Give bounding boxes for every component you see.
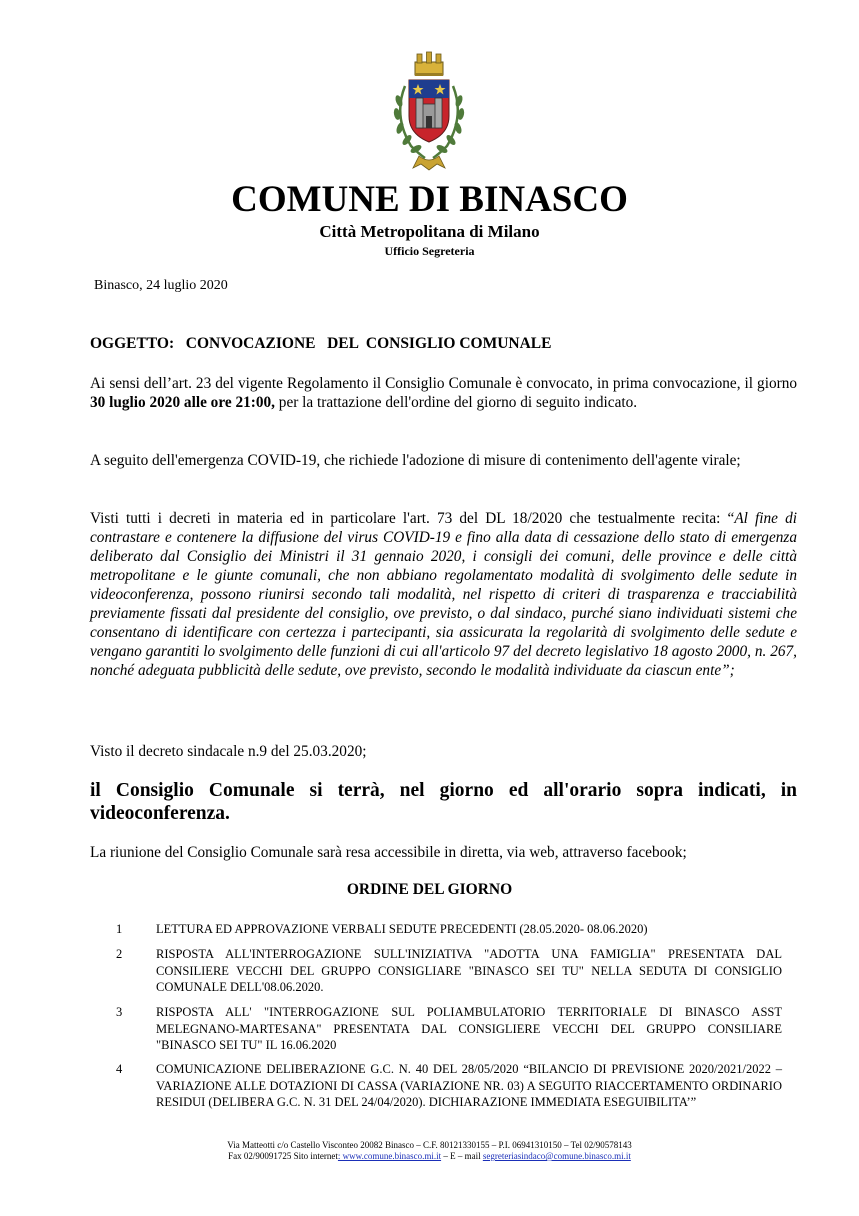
coat-of-arms-icon [379, 46, 479, 174]
subject-label: OGGETTO: [90, 335, 175, 352]
paragraph-decree-quote [90, 509, 797, 680]
announcement-videoconference: il Consiglio Comunale si terrà, nel giorno ed all'orario sopra indicati, in videoconferenza. [90, 780, 797, 824]
footer-contact-line [0, 1151, 859, 1162]
subject-text: CONVOCAZIONE DEL CONSIGLIO COMUNALE [185, 335, 552, 352]
paragraph-text: Ai sensi dell’art. 23 del vigente Regolamento il Consiglio Comunale è convocato, in prima convocazione, il giorno [90, 375, 797, 392]
office-name: Ufficio Segreteria [384, 244, 475, 258]
subject-line [90, 334, 797, 353]
agenda-item-number: 3 [116, 1005, 123, 1019]
website-link[interactable]: : www.comune.binasco.mi.it [337, 1151, 442, 1161]
paragraph-text: Visti tutti i decreti in materia ed in particolare l'art. 73 del DL 18/2020 che testualmente recita: “ [90, 510, 735, 527]
agenda-item-text: COMUNICAZIONE DELIBERAZIONE G.C. N. 40 DEL 28/05/2020 “BILANCIO DI PREVISIONE 2020/2021/2022 – VARIAZIONE ALLE DOTAZIONI DI CASSA (VARIAZIONE NR. 03) A SEGUITO RIACCERTAMENTO ORDINARIO RESIDUI (DELIBERA G.C. N. 31 DEL 24/04/2020). DICHIARAZIONE IMMEDIATA ESEGUIBILITA’” [156, 1062, 782, 1109]
email-link[interactable]: segreteriasindaco@comune.binasco.mi.it [482, 1151, 631, 1161]
agenda-item-number: 1 [116, 922, 123, 936]
agenda-item-number: 4 [116, 1062, 123, 1076]
meeting-datetime: 30 luglio 2020 alle ore 21:00, [90, 394, 275, 411]
paragraph-mayor-decree: Visto il decreto sindacale n.9 del 25.03.2020; [90, 743, 367, 760]
footer-email-label: – E – mail [441, 1151, 483, 1161]
decree-quotation: Al fine di contrastare e contenere la diffusione del virus COVID-19 e fino alla data di cessazione dello stato di emergenza deliberato dal Consiglio dei Ministri il 31 gennaio 2020, i consigli dei comuni, delle province e delle città metropolitane e le giunte comunali, che non abbiano regolamentato modalità di svolgimento delle sedute in videoconferenza, possono riunirsi secondo tali modalità, nel rispetto di criteri di trasparenza e tracciabilità previamente fissati dal presidente del consiglio, ove previsto, o dal sindaco, purché siano individuati sistemi che consentano di identificare con certezza i partecipanti, sia assicurata la regolarità di svolgimento delle sedute e vengano garantiti lo svolgimento delle funzioni di cui all'articolo 97 del decreto legislativo 18 agosto 2000, n. 267, nonché adeguata pubblicità delle sedute, ove previsto, secondo le modalità individuate da ciascun ente”; [90, 510, 797, 679]
date-line: Binasco, 24 luglio 2020 [94, 278, 228, 293]
paragraph-covid: A seguito dell'emergenza COVID-19, che richiede l'adozione di misure di contenimento dell'agente virale; [90, 452, 741, 469]
agenda-item-text: RISPOSTA ALL'INTERROGAZIONE SULL'INIZIATIVA "ADOTTA UNA FAMIGLIA" PRESENTATA DAL CONSILIERE VECCHI DEL GRUPPO CONSIGLIARE "BINASCO SEI TU" NELLA SEDUTA DI CONSIGLIO COMUNALE DELL'08.06.2020. [156, 947, 782, 994]
paragraph-streaming: La riunione del Consiglio Comunale sarà resa accessibile in diretta, via web, attraverso facebook; [90, 844, 687, 861]
municipality-title: COMUNE DI BINASCO [231, 179, 628, 220]
metropolitan-city-subtitle: Città Metropolitana di Milano [319, 222, 540, 241]
footer-contacts [0, 1140, 859, 1162]
agenda-item-text: LETTURA ED APPROVAZIONE VERBALI SEDUTE PRECEDENTI (28.05.2020- 08.06.2020) [156, 922, 648, 936]
paragraph-text: per la trattazione dell'ordine del giorno di seguito indicato. [274, 394, 638, 411]
footer-fax: Fax 02/90091725 Sito internet [228, 1151, 338, 1161]
paragraph-convocation [90, 374, 797, 412]
footer-address: Via Matteotti c/o Castello Visconteo 20082 Binasco – C.F. 80121330155 – P.I. 06941310150 – Tel 02/90578143 [227, 1140, 632, 1150]
agenda-title: ORDINE DEL GIORNO [346, 881, 513, 898]
agenda-item-text: RISPOSTA ALL' "INTERROGAZIONE SUL POLIAMBULATORIO TERRITORIALE DI BINASCO ASST MELEGNANO-MARTESANA" PRESENTATA DAL CONSIGLIERE VECCHI DEL GRUPPO CONSILIARE "BINASCO SEI TU" IL 16.06.2020 [156, 1005, 782, 1052]
agenda-item-number: 2 [116, 947, 123, 961]
